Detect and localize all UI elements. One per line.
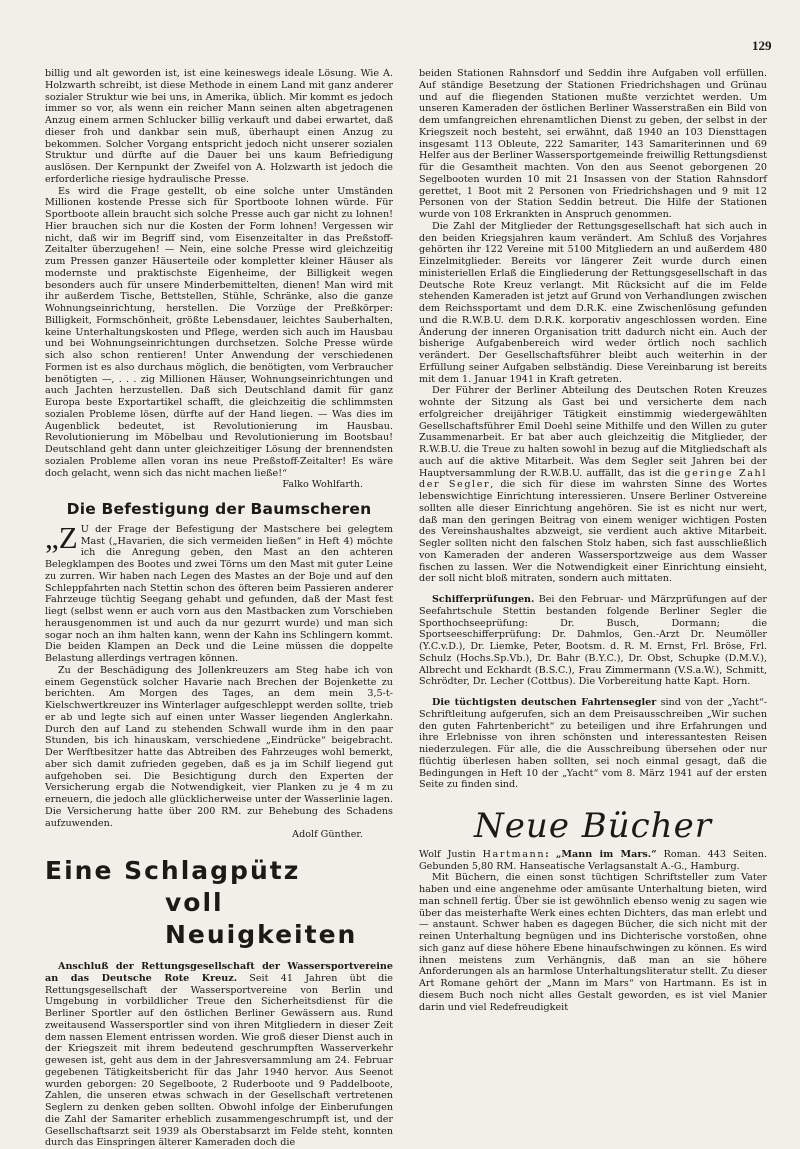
paragraph-text: Seit 41 Jahren übt die Rettungsgesellschaft der Wassersportvereine von Berlin und Umgebung in vorbildlicher Treue den Sicherheitsdienst für die Berliner Sportler auf den östlichen Berliner Gewässern aus. Rund zweitausend Wassersportler sind von ihren Mitgliedern in dieser Zeit dem nassen Element entrissen worden. Wie groß dieser Dienst auch in der Kriegszeit mit ihrem bedeutend geschrumpften Wasserverkehr gewesen ist, geht aus dem in der Jahresversammlung am 24. Februar gegebenen Tätigkeitsbericht für das Jahr 1940 hervor. Aus Seenot wurden geborgen: 20 Segelboote, 2 Ruderboote und 9 Paddelboote, Zahlen, die unseren etwas schwach in der Gesellschaft vertretenen Seglern zu denken geben sollten. Obwohl infolge der Einberufungen die Zahl der Samariter erheblich zusammengeschrumpft ist, und der Gesellschaftsarzt seit 1939 als Oberstabsarzt im Felde steht, konnten durch das Einspringen älterer Kameraden doch die: [45, 972, 393, 1149]
books-heading: Neue Bücher: [474, 806, 712, 846]
book-citation: [419, 849, 767, 873]
paragraph-lead: Anschluß der Rettungsgesellschaft der Wassersportvereine an das Deutsche Rote Kreuz.: [45, 961, 393, 984]
article-paragraph: [45, 519, 393, 665]
citation-title: : „Mann im Mars.“: [545, 848, 657, 860]
citation-details: Roman. 443 Seiten. Gebunden 5,80 RM. Hanseatische Verlagsanstalt A.-G., Hamburg.: [419, 848, 767, 872]
page-number: 129: [752, 38, 772, 53]
author-signature: Adolf Günther.: [292, 829, 363, 841]
article-paragraph: Zu der Beschädigung des Jollenkreuzers am Steg habe ich von einem Gegenstück solcher Havarie nach Brechen der Bojenkette zu berichten. Am Morgen des Tages, an dem mein 3,5-t-Kielschwertkreuzer ins Winterlager aufgeschleppt werden sollte, trieb er ab und legte sich auf einen unter Wasser liegenden Anglerkahn. Durch den auf Land zu stehenden Schwall wurde ihm in den paar Stunden, bis ich hinauskam, verschiedene „Eindrücke“ beigebracht. Der Werftbesitzer hatte das Abtreiben des Fahrzeuges wohl bemerkt, aber sich damit zufrieden gegeben, daß es ja im Schilf liegend gut aufgehoben sei. Die Besichtigung durch den Experten der Versicherung ergab die Notwendigkeit, vier Planken zu je 4 m zu erneuern, die jedoch alle glücklicherweise unter der Wasserlinie lagen. Die Versicherung hatte über 200 RM. zur Behebung des Schadens aufzuwenden.: [45, 664, 393, 829]
paragraph-text: U der Frage der Befestigung der Mastschere bei gelegtem Mast („Havarien, die sich vermeiden ließen“ in Heft 4) möchte ich die Anregung geben, den Mast an den achteren Belegklampen des Bootes und zwei Törns um den Mast mit guter Leine zu zurren. Wir haben nach Legen des Mastes an der Boje und auf den Schleppfahrten nach Stettin schon des öfteren beim Passieren anderer Fahrzeuge tüchtig Seegang gehabt und gefunden, daß der Mast fest liegt (selbst wenn er auch vorn aus den Mastbacken zum Vorschieben herausgenommen ist und auch da nur gezurrt wurde) und man sich sogar noch an ihm halten kann, wenn der Kahn ins Schlingern kommt. Die beiden Klampen an Deck und die Leine müssen die doppelte Belastung allerdings vertragen können.: [45, 523, 393, 664]
emphasis-spaced: geringe Zahl der Segler: [419, 467, 767, 491]
article-paragraph: beiden Stationen Rahnsdorf und Seddin ihre Aufgaben voll erfüllen. Auf ständige Besetzung der Stationen Friedrichshagen und Grünau und auf die fliegenden Stationen mußte verzichtet werden. Um unseren Kameraden der östlichen Berliner Wasserstraßen ein Bild von dem umfangreichen ehrenamtlichen Dienst zu geben, der selbst in der Kriegszeit noch besteht, sei erwähnt, daß 1940 an 103 Diensttagen insgesamt 113 Obleute, 222 Samariter, 143 Samariterinnen und 69 Helfer aus der Berliner Wassersportgemeinde freiwillig Rettungsdienst für die Gesamtheit machten. Von den aus Seenot geborgenen 20 Segelbooten wurden 10 mit 21 Insassen von der Station Rahnsdorf gerettet, 1 Boot mit 2 Personen von Friedrichshagen und 9 mit 12 Personen von der Station Seddin betreut. Die Hilfe der Stationen wurde von 108 Erkrankten in Anspruch genommen.: [419, 68, 767, 220]
news-title-line-2: voll Neuigkeiten: [165, 888, 358, 949]
paragraph-text: Bei den Februar- und Märzprüfungen auf der Seefahrtschule Stettin bestanden folgende Berliner Segler die Sporthochseeprüfung: Dr. Busch, Dormann; die Sportseeschifferprüfung: Dr. Dahmlos, Gen.-Arzt Dr. Neumöller (Y.C.v.D.), Dr. Liemke, Peter, Bootsm. d. R. M. Ernst, Frl. Bröse, Frl. Schulz (Hochs.Sp.Vb.), Dr. Bahr (B.Y.C.), Dr. Obst, Schupke (D.M.V.), Albrecht und Eckhardt (B.S.C.), Frau Zimmermann (V.S.a.W.), Schmitt, Schrödter, Dr. Lecher (Cottbus). Die Vorbereitung hatte Kapt. Horn.: [419, 594, 767, 688]
author-signature: Falko Wohlfarth.: [282, 479, 363, 491]
citation-author: Wolf Justin: [419, 848, 483, 860]
right-column: [419, 68, 767, 1013]
article-paragraph: Die Zahl der Mitglieder der Rettungsgesellschaft hat sich auch in den beiden Kriegsjahren kaum verändert. Am Schluß des Vorjahres gehörten ihr 122 Vereine mit 5100 Mitgliedern an und außerdem 480 Einzelmitglieder. Bereits vor längerer Zeit wurde durch einen ministeriellen Erlaß die Eingliederung der Rettungsgesellschaft in das Deutsche Rote Kreuz verlangt. Mit Rücksicht auf die im Felde stehenden Kameraden ist jetzt auf Grund von Verhandlungen zwischen dem Reichssportamt und dem D.R.K. eine Zwischenlösung gefunden und die R.W.B.U. dem D.R.K. korporativ angeschlossen worden. Eine Änderung der inneren Organisation tritt dadurch nicht ein. Auch der bisherige Aufgabenbereich wird weder örtlich noch sachlich verändert. Der Gesellschaftsführer bleibt auch weiterhin in der Erfüllung seiner Aufgaben selbständig. Diese Vereinbarung ist bereits mit dem 1. Januar 1941 in Kraft getreten.: [419, 220, 767, 385]
left-column: [45, 68, 393, 1149]
paragraph-text: sind von der „Yacht“-Schriftleitung aufgerufen, sich an dem Preisausschreiben „Wir suchen den guten Fahrtenbericht“ zu beteiligen und ihre Erfahrungen und ihre Erlebnisse von ihren schönsten und interessantesten Reisen niederzulegen. Für alle, die die Ausschreibung übersehen oder nur flüchtig überlesen haben sollten, sei noch einmal gesagt, daß die Bedingungen in Heft 10 der „Yacht“ vom 8. März 1941 auf der ersten Seite zu finden sind.: [419, 697, 767, 791]
article-paragraph: [45, 961, 393, 1149]
drop-cap: „Z: [45, 519, 78, 555]
paragraph-lead: Die tüchtigsten deutschen Fahrtensegler: [432, 697, 657, 708]
article-paragraph: [419, 697, 767, 791]
article-paragraph: [419, 594, 767, 688]
article-paragraph: [419, 385, 767, 585]
paragraph-text: Der Führer der Berliner Abteilung des Deutschen Roten Kreuzes wohnte der Sitzung als Gast bei und versicherte dem nach erfolgreicher dreijähriger Tätigkeit einstimmig wiedergewählten Gesellschaftsführer Emil Doehl seine Mithilfe und den Willen zu guter Zusammenarbeit. Er bat aber auch gleichzeitig die Mitglieder, der R.W.B.U. die Treue zu halten sowohl in bezug auf die Mitgliedschaft als auch auf die aktive Mitarbeit. Was dem Segler seit Jahren bei der Hauptversammlung der R.W.B.U. auffällt, das ist die: [419, 385, 767, 479]
review-paragraph: Mit Büchern, die einen sonst tüchtigen Schriftsteller zum Vater haben und eine angenehme oder amüsante Unterhaltung bieten, wird man schnell fertig. Über sie ist gewöhnlich ebenso wenig zu sagen wie über das meisterhafte Werk eines echten Dichters, das man erlebt und — anstaunt. Schwer haben es dagegen Bücher, die sich nicht mit der reinen Unterhaltung begnügen und ins Dichterische vorstoßen, ohne sich ganz auf diese höhere Ebene hinaufschwingen zu können. Es wird ihnen meistens zum Verhängnis, daß man an sie höhere Anforderungen als an harmlose Unterhaltungsliteratur stellt. Zu dieser Art Romane gehört der „Mann im Mars“ von Hartmann. Es ist in diesem Buch noch nicht alles Gestalt geworden, es ist viel Manier darin und viel Redefreudigkeit: [419, 872, 767, 1013]
article-paragraph: Es wird die Frage gestellt, ob eine solche unter Umständen Millionen kostende Presse sich für Sportboote lohnen würde. Für Sportboote allein braucht sich solche Presse auch gar nicht zu lohnen! Hier brauchen sich nur die Kosten der Form lohnen! Vergessen wir nicht, daß wir im Begriff sind, vom Eisenzeitalter in das Preßstoff-Zeitalter überzugehen! — Nein, eine solche Presse wird gleichzeitig zum Pressen ganzer Häuserteile oder kompletter kleiner Häuser als modernste und praktischste Eigenheime, der Billigkeit wegen besonders auch für unsere Minderbemittelten, dienen! Man wird mit ihr außerdem Tische, Bettstellen, Stühle, Schränke, also die ganze Wohnungseinrichtung, herstellen. Die Vorzüge der Preßkörper: Billigkeit, Formschönheit, größte Lebensdauer, leichtes Sauberhalten, keine Unterhaltungskosten und Pflege, werden sich auch im Hausbau und bei Wohnungseinrichtungen durchsetzen. Solche Presse würde sich also schon rentieren! Unter Anwendung der verschiedenen Formen ist es also durchaus möglich, die benötigten, vom Verbraucher benötigten —, . . . zig Millionen Häuser, Wohnungseinrichtungen und auch Jachten herzustellen. Daß sich Deutschland damit für ganz Europa beste Exportartikel schafft, die gleichzeitig die schlimmsten sozialen Probleme lösen, dürfte auf der Hand liegen. — Was dies im Augenblick bedeutet, ist Revolutionierung im Hausbau. Revolutionierung im Möbelbau und Revolutionierung im Bootsbau! Deutschland geht dann unter gleichzeitiger Lösung der brennendsten sozialen Probleme allen voran ins neue Preßstoff-Zeitalter! Es wäre doch gelacht, wenn sich das nicht machen ließe!“: [45, 185, 393, 479]
article-paragraph: billig und alt geworden ist, ist eine keineswegs ideale Lösung. Wie A. Holzwarth schreibt, ist diese Methode in einem Land mit ganz anderer sozialer Struktur wie bei uns, in Amerika, üblich. Mir kommt es jedoch immer so vor, als wenn ein reicher Mann seinen alten abgetragenen Anzug einem armen Schlucker billig verkauft und dabei erwartet, daß dieser froh und dankbar sein muß, überhaupt einen Anzug zu bekommen. Solcher Vorgang entspricht jedoch nicht unserer sozialen Struktur und dürfte auf die Dauer bei uns kaum Befriedigung auslösen. Der Kernpunkt der Zweifel von A. Holzwarth ist jedoch die erforderliche riesige hydraulische Presse.: [45, 68, 393, 185]
news-title-line-1: Eine Schlagpütz: [45, 856, 301, 885]
paragraph-lead: Schifferprüfungen.: [432, 594, 535, 605]
paragraph-text: , die sich für diese im wahrsten Sinne des Wortes lebenswichtige Einrichtung interessieren. Unsere Berliner Ostvereine sollten alle dieser Einrichtung angehören. Sie ist es nicht nur wert, daß man den geringen Beitrag von einem weniger wichtigen Posten des Vereinshaushaltes abzweigt, sie verdient auch aktive Mitarbeit. Segler sollten nicht den falschen Stolz haben, sich fast ausschließlich von Kameraden der anderen Wassersportzweige aus dem Wasser fischen zu lassen. Wer die Notwendigkeit einer Einrichtung einsieht, der soll nicht bloß mitraten, sondern auch mittaten.: [419, 479, 767, 585]
section-heading: Die Befestigung der Baumscheren: [66, 500, 372, 518]
citation-author-surname: Hartmann: [482, 848, 546, 860]
